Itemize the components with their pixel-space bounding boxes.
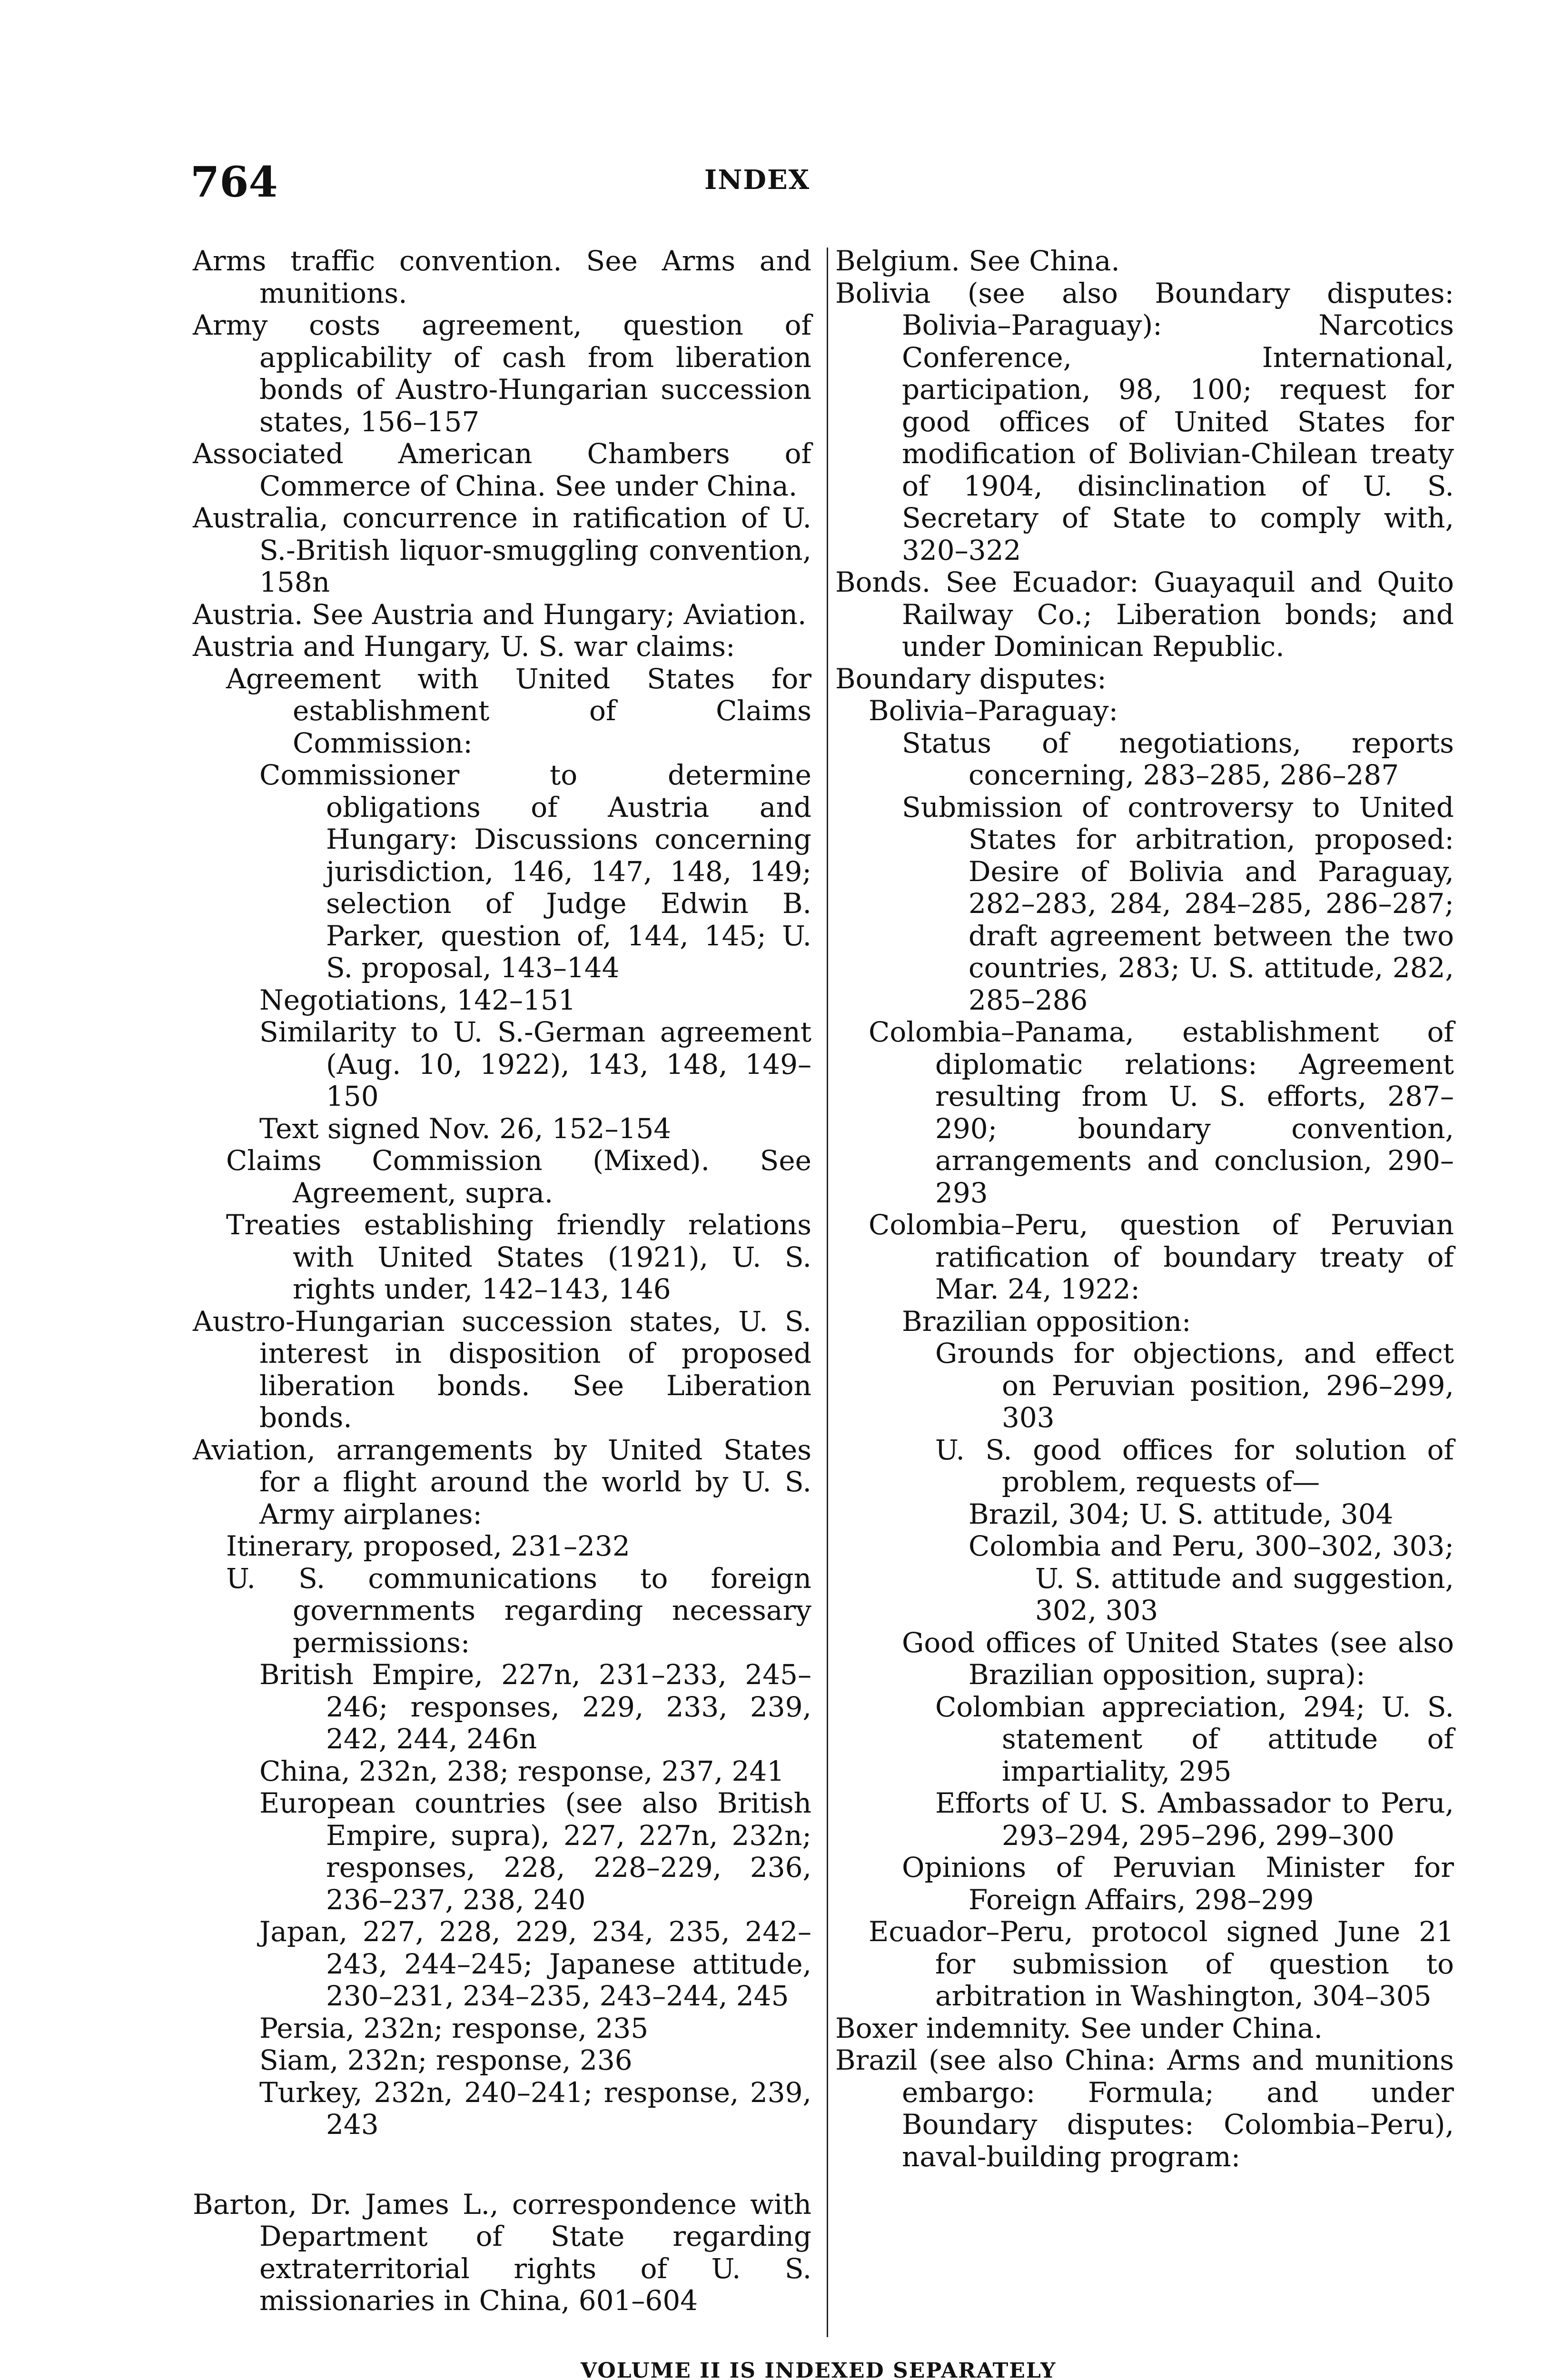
- index-entry: Bolivia–Paraguay:: [869, 694, 1118, 727]
- index-entry: Siam, 232n; response, 236: [259, 2044, 633, 2076]
- index-entry: Colombia–Panama, establishment of diplomatic relations: Agreement resulting from U. S. efforts, 287–290; boundary convention, arrangements and conclusion, 290–293: [869, 1016, 1454, 1209]
- index-entry: China, 232n, 238; response, 237, 241: [259, 1755, 785, 1787]
- index-entry: Aviation, arrangements by United States for a flight around the world by U. S. Army airplanes:: [193, 1433, 811, 1530]
- index-entry: Barton, Dr. James L., correspondence with Department of State regarding extraterritorial rights of U. S. missionaries in China, 601–604: [193, 2188, 811, 2317]
- index-entry: Itinerary, proposed, 231–232: [226, 1530, 630, 1562]
- index-entry: Associated American Chambers of Commerce of China. See under China.: [193, 437, 811, 502]
- index-entry: Brazil (see also China: Arms and munitions embargo: Formula; and under Boundary disputes: Colombia–Peru), naval-building program:: [835, 2044, 1454, 2173]
- index-entry: Australia, concurrence in ratification of U. S.-British liquor-smuggling convention, 158n: [193, 502, 811, 598]
- index-entry: Brazil, 304; U. S. attitude, 304: [969, 1497, 1394, 1530]
- column-divider: [827, 248, 828, 2337]
- running-title: INDEX: [704, 164, 811, 196]
- index-entry: Bonds. See Ecuador: Guayaquil and Quito Railway Co.; Liberation bonds; and under Dominican Republic.: [835, 566, 1454, 663]
- footer-note: VOLUME II IS INDEXED SEPARATELY: [581, 2359, 1057, 2380]
- index-entry: Colombia and Peru, 300–302, 303; U. S. attitude and suggestion, 302, 303: [969, 1530, 1454, 1626]
- index-entry: European countries (see also British Empire, supra), 227, 227n, 232n; responses, 228, 228–229, 236, 236–237, 238, 240: [259, 1787, 811, 1916]
- index-entry: Persia, 232n; response, 235: [259, 2012, 649, 2044]
- index-entry: Submission of controversy to United States for arbitration, proposed: Desire of Bolivia and Paraguay, 282–283, 284, 284–285, 286–287; draft agreement between the two countries, 283; U. S. attitude, 282, 285–286: [902, 791, 1454, 1016]
- index-entry: U. S. good offices for solution of problem, requests of—: [935, 1433, 1454, 1498]
- left-column: [193, 245, 811, 2317]
- index-entry: Boundary disputes:: [835, 662, 1107, 695]
- index-entry: Army costs agreement, question of applicability of cash from liberation bonds of Austro-Hungarian succession states, 156–157: [193, 309, 811, 438]
- index-entry: Negotiations, 142–151: [259, 983, 576, 1016]
- index-entry: Colombia–Peru, question of Peruvian ratification of boundary treaty of Mar. 24, 1922:: [869, 1209, 1454, 1305]
- index-entry: Bolivia (see also Boundary disputes: Bolivia–Paraguay): Narcotics Conference, International, participation, 98, 100; request for good offices of United States for modification of Bolivian-Chilean treaty of 1904, disinclination of U. S. Secretary of State to comply with, 320–322: [835, 277, 1454, 566]
- index-entry: Similarity to U. S.-German agreement (Aug. 10, 1922), 143, 148, 149–150: [259, 1016, 811, 1112]
- index-entry: Good offices of United States (see also Brazilian opposition, supra):: [902, 1626, 1454, 1691]
- index-entry: Japan, 227, 228, 229, 234, 235, 242–243, 244–245; Japanese attitude, 230–231, 234–235, 243–244, 245: [259, 1915, 811, 2012]
- index-entry: Austria and Hungary, U. S. war claims:: [193, 630, 735, 663]
- right-column: [835, 245, 1454, 2173]
- index-entry: Colombian appreciation, 294; U. S. statement of attitude of impartiality, 295: [935, 1690, 1454, 1787]
- index-entry: Opinions of Peruvian Minister for Foreign Affairs, 298–299: [902, 1851, 1454, 1916]
- index-entry: U. S. communications to foreign governments regarding necessary permissions:: [226, 1562, 811, 1659]
- index-entry: Commissioner to determine obligations of Austria and Hungary: Discussions concerning jurisdiction, 146, 147, 148, 149; selection of Judge Edwin B. Parker, question of, 144, 145; U. S. proposal, 143–144: [259, 759, 811, 984]
- page-number: 764: [190, 157, 278, 207]
- index-entry: Grounds for objections, and effect on Peruvian position, 296–299, 303: [935, 1337, 1454, 1434]
- index-entry: Text signed Nov. 26, 152–154: [259, 1112, 672, 1145]
- index-entry: Ecuador–Peru, protocol signed June 21 for submission of question to arbitration in Washington, 304–305: [869, 1915, 1454, 2012]
- index-entry: Claims Commission (Mixed). See Agreement, supra.: [226, 1144, 811, 1209]
- index-entry: Agreement with United States for establishment of Claims Commission:: [226, 662, 811, 759]
- index-entry: Boxer indemnity. See under China.: [835, 2012, 1323, 2044]
- index-entry: Treaties establishing friendly relations with United States (1921), U. S. rights under, 142–143, 146: [226, 1209, 811, 1305]
- index-entry: Status of negotiations, reports concerning, 283–285, 286–287: [902, 726, 1454, 791]
- index-entry: Brazilian opposition:: [902, 1305, 1191, 1338]
- index-entry: British Empire, 227n, 231–233, 245–246; responses, 229, 233, 239, 242, 244, 246n: [259, 1658, 811, 1755]
- index-entry: Belgium. See China.: [835, 245, 1120, 277]
- index-entry: Efforts of U. S. Ambassador to Peru, 293–294, 295–296, 299–300: [935, 1787, 1454, 1852]
- index-entry: Austria. See Austria and Hungary; Aviation.: [193, 598, 807, 631]
- index-entry: Austro-Hungarian succession states, U. S. interest in disposition of proposed liberation bonds. See Liberation bonds.: [193, 1305, 811, 1434]
- index-entry: Arms traffic convention. See Arms and munitions.: [193, 245, 811, 309]
- index-entry: Turkey, 232n, 240–241; response, 239, 243: [259, 2076, 811, 2141]
